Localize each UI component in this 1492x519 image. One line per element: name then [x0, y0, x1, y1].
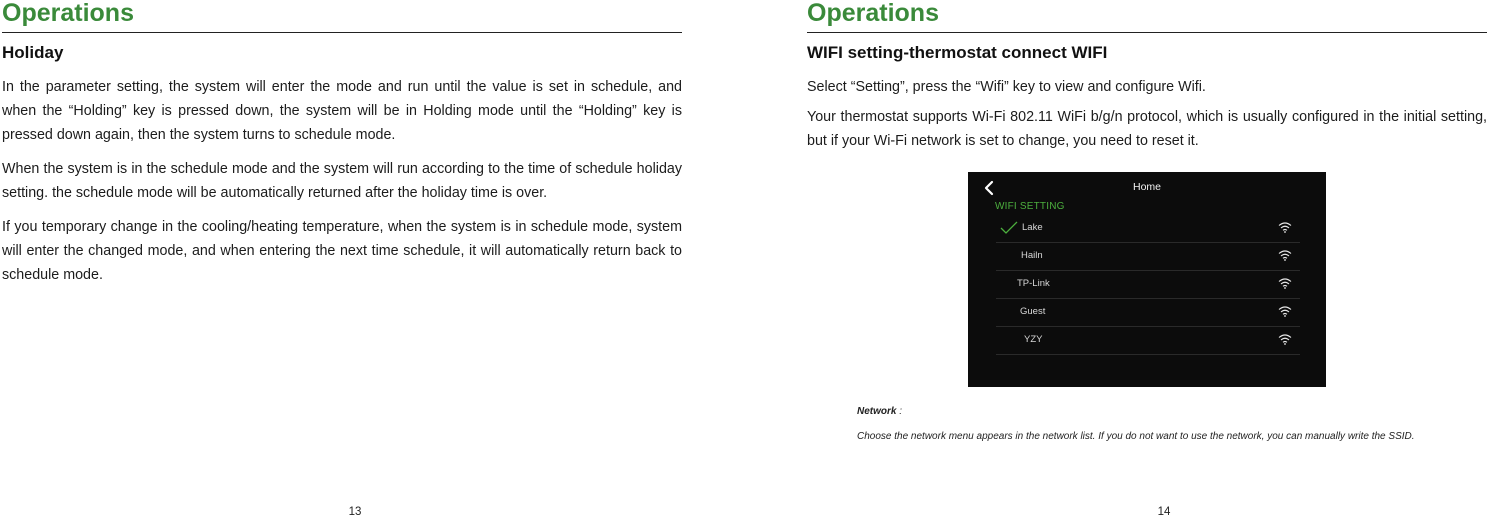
wifi-setting-label: WIFI SETTING: [995, 201, 1065, 212]
network-row[interactable]: [996, 327, 1300, 355]
right-paragraph: Your thermostat supports Wi-Fi 802.11 WiFi b/g/n protocol, which is usually configured in the initial setting, but if your Wi-Fi network is set to change, you need to reset it.: [807, 109, 1487, 149]
network-name: YZY: [1024, 334, 1043, 345]
network-row[interactable]: [996, 243, 1300, 271]
check-icon: [1000, 221, 1018, 235]
wifi-icon: [1278, 333, 1292, 345]
network-name: Guest: [1020, 306, 1046, 317]
wifi-icon: [1278, 277, 1292, 289]
right-page: [807, 0, 1487, 519]
page-number: 14: [1157, 506, 1171, 518]
wifi-icon: [1278, 249, 1292, 261]
screen-title: Home: [1132, 181, 1161, 193]
left-section-header: Operations: [2, 0, 134, 27]
wifi-setting-heading: WIFI setting-thermostat connect WIFI: [807, 43, 1108, 62]
network-name: TP-Link: [1017, 278, 1050, 289]
holiday-heading: Holiday: [2, 43, 64, 62]
network-row[interactable]: [996, 215, 1300, 243]
note-text: Choose the network menu appears in the network list. If you do not want to use the network, you can manually write the SSID.: [857, 431, 1415, 442]
network-name: Hailn: [1021, 250, 1043, 261]
left-header-rule: [2, 32, 682, 33]
left-page: [2, 0, 682, 519]
right-section-header: Operations: [807, 0, 939, 27]
wifi-icon: [1278, 221, 1292, 233]
note-separator: :: [899, 406, 903, 417]
left-paragraph: In the parameter setting, the system will enter the mode and run until the value is set in schedule, and when the “Holding” key is pressed down, the system will be in Holding mode until the “Holding” key is pressed down again, then the system turns to schedule mode.: [2, 79, 682, 143]
left-paragraph: When the system is in the schedule mode and the system will run according to the time of schedule holiday setting. the schedule mode will be automatically returned after the holiday time is over.: [2, 161, 682, 201]
network-row[interactable]: [996, 271, 1300, 299]
thermostat-wifi-screen: [968, 172, 1326, 387]
page-number: 13: [348, 506, 362, 518]
right-paragraph: Select “Setting”, press the “Wifi” key to view and configure Wifi.: [807, 79, 1206, 95]
note-label-line: [857, 406, 902, 417]
left-paragraph: If you temporary change in the cooling/heating temperature, when the system is in schedule mode, system will enter the changed mode, and when entering the next time schedule, it will automatically return back to schedule mode.: [2, 219, 682, 283]
network-row[interactable]: [996, 299, 1300, 327]
network-name: Lake: [1022, 222, 1043, 233]
wifi-icon: [1278, 305, 1292, 317]
right-header-rule: [807, 32, 1487, 33]
note-label: Network: [857, 406, 897, 417]
